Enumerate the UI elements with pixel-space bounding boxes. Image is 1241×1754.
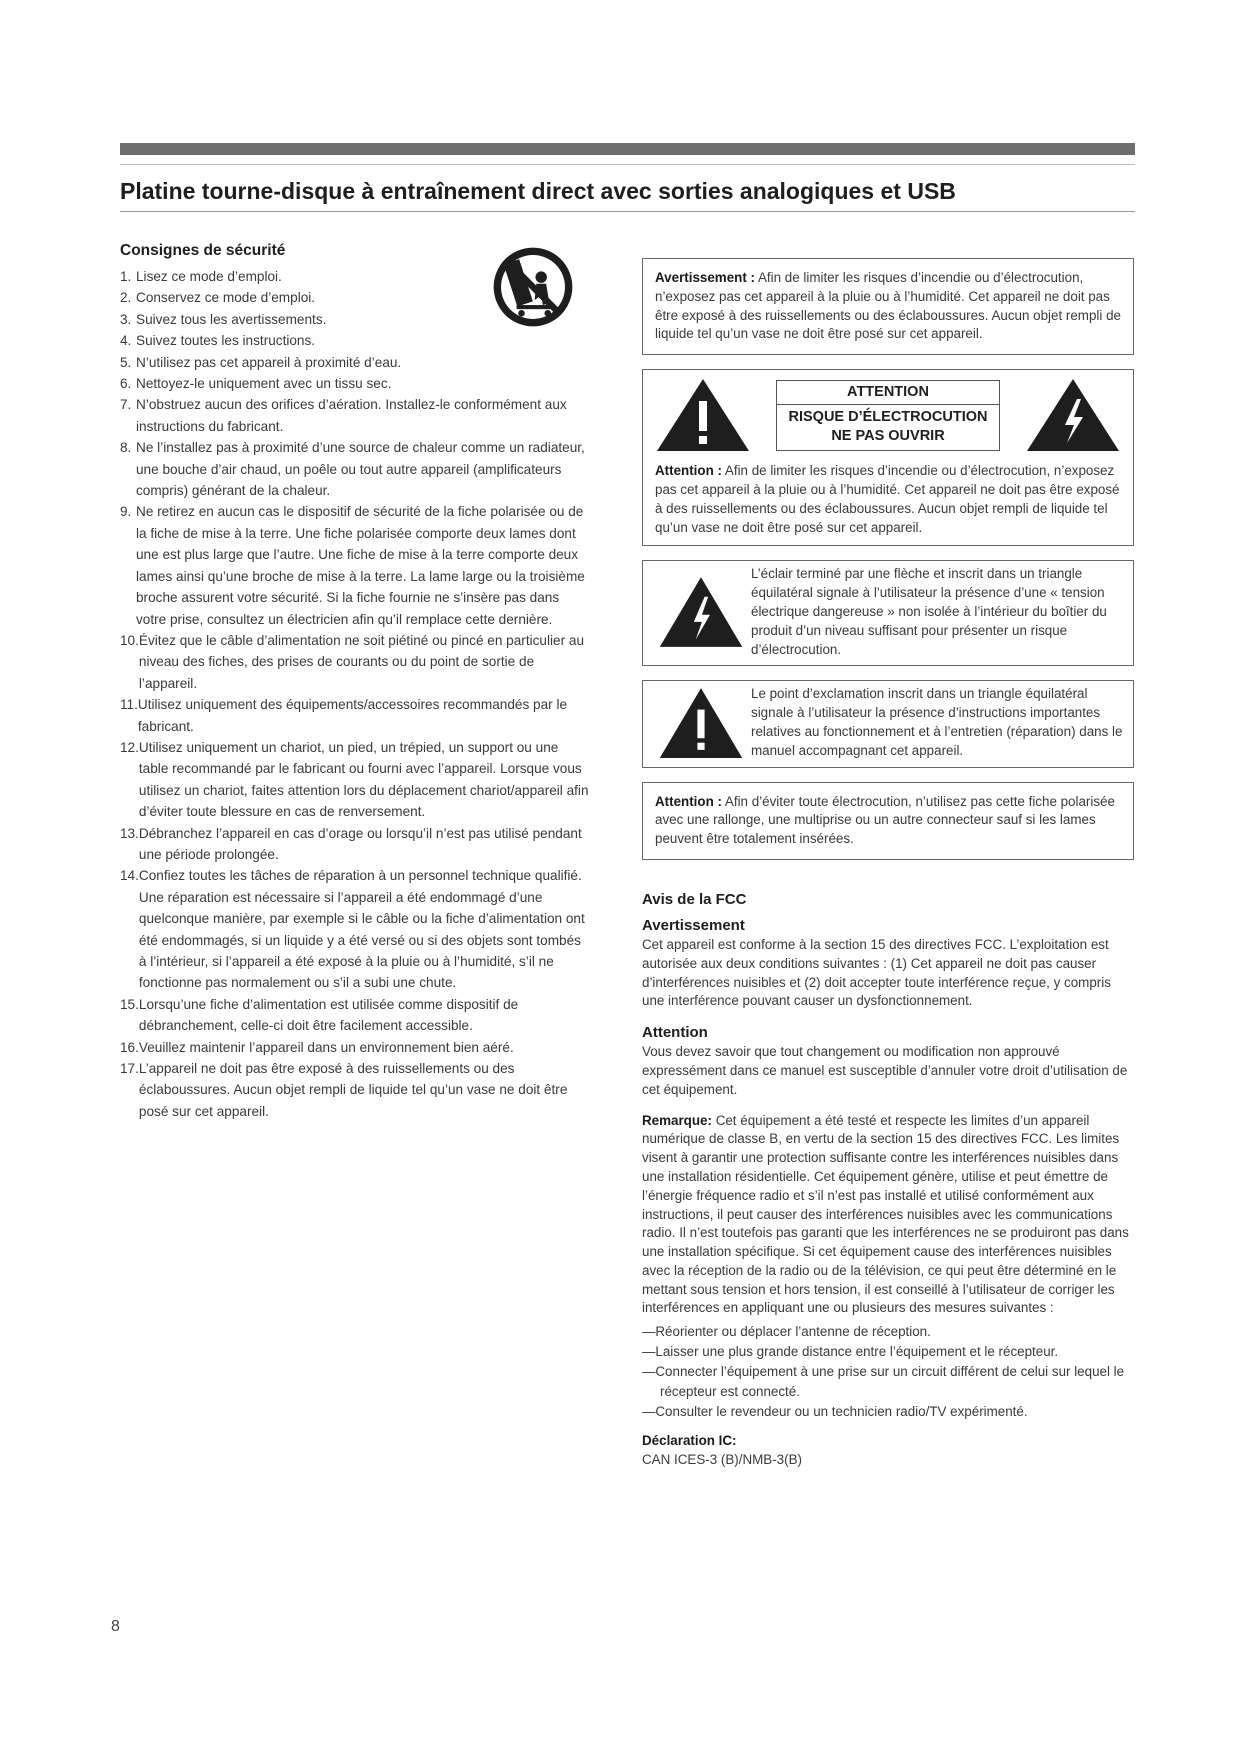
- caution-text: Afin de limiter les risques d’incendie ou d’électrocution, n’exposez pas cet appareil à la pluie ou à l’humidité. Cet appareil ne doit pas être exposé à des ruissellements ou des éclaboussures. Aucun objet rempli de liquide tel qu’un vase ne doit être posé sur cet appareil.: [655, 463, 1120, 535]
- list-item: 8. Ne l’installez pas à proximité d’une source de chaleur comme un radiateur, une bouche d’air chaud, un poêle ou tout autre appareil (amplificateurs compris) générant de la chaleur.: [120, 440, 585, 499]
- exclamation-box: [642, 680, 1134, 767]
- list-item: —Réorienter ou déplacer l’antenne de réception.: [642, 1324, 931, 1340]
- page-title: Platine tourne-disque à entraînement direct avec sorties analogiques et USB: [120, 178, 956, 204]
- header-rule: [120, 164, 1135, 165]
- plug-paragraph: [655, 793, 1121, 849]
- list-item: 14. Confiez toutes les tâches de réparation à un personnel technique qualifié. Une réparation est nécessaire si l’appareil a été endommagé d’une quelconque manière, par exemple si le câble ou la fiche d’alimentation ont été endommagés, si un liquide y a été versé ou si des objets sont tombés à l’intérieur, si l’appareil a été exposé à la pluie ou à l’humidité, s’il ne fonctionne pas normalement ou s’il a subi une chute.: [120, 868, 585, 991]
- list-item: 17. L’appareil ne doit pas être exposé à des ruissellements ou des éclaboussures. Aucun objet rempli de liquide tel qu’un vase ne doit être posé sur cet appareil.: [120, 1061, 568, 1119]
- list-item: 9. Ne retirez en aucun cas le dispositif de sécurité de la fiche polarisée ou de la fiche de mise à la terre. Une fiche polarisée comporte deux lames dont une est plus large que l’autre. Une fiche de mise à la terre comporte deux lames ainsi qu’une broche de mise à la terre. La lame large ou la troisième broche assurent votre sécurité. Si la fiche fournie ne s’insère pas dans votre prise, consultez un électricien afin qu’il remplace cette dernière.: [120, 504, 585, 627]
- fcc-measures-list: [642, 1322, 1134, 1422]
- warning-text: Afin de limiter les risques d’incendie ou d’électrocution, n’exposez pas cet appareil à la pluie ou à l’humidité. Cet appareil ne doit pas être exposé à des ruissellements ou des éclaboussures. Aucun objet rempli de liquide tel qu’un vase ne doit être posé sur cet appareil.: [655, 270, 1121, 342]
- fcc-warning-text: Cet appareil est conforme à la section 15 des directives FCC. L’exploitation est autorisée aux deux conditions suivantes : (1) Cet appareil ne doit pas causer d’interférences nuisibles et (2) doit accepter toute interférence reçue, y compris une interférence pouvant causer un dysfonctionnement.: [642, 936, 1111, 1009]
- fcc-attention-heading: Attention: [642, 1024, 708, 1042]
- exclamation-triangle-icon: [658, 686, 744, 760]
- shock-warning-label: [776, 380, 1000, 451]
- warning-label-body: RISQUE D’ÉLECTROCUTION NE PAS OUVRIR: [788, 408, 988, 444]
- list-item: 2. Conservez ce mode d’emploi.: [120, 290, 316, 306]
- fcc-heading: Avis de la FCC: [642, 890, 747, 908]
- exclamation-triangle-icon: [655, 377, 751, 453]
- page-number: 8: [111, 1618, 120, 1635]
- caution-heading: Attention :: [655, 463, 722, 479]
- warning-label-title: ATTENTION: [777, 381, 999, 405]
- lightning-text: L’éclair terminé par une flèche et inscrit dans un triangle équilatéral signale à l’utilisateur la présence d’une « tension électrique dangereuse » non isolée à l’intérieur du boîtier du produit d’un niveau suffisant pour présenter un risque d’électrocution.: [751, 566, 1107, 657]
- list-item: —Connecter l’équipement à une prise sur un circuit différent de celui sur lequel le récepteur est connecté.: [642, 1364, 1125, 1400]
- safety-heading: Consignes de sécurité: [120, 242, 286, 259]
- ic-heading: Déclaration IC:: [642, 1433, 737, 1449]
- title-rule: [120, 211, 1135, 212]
- list-item: 4. Suivez toutes les instructions.: [120, 333, 316, 349]
- list-item: 1. Lisez ce mode d’emploi.: [120, 269, 282, 284]
- lightning-box: [642, 560, 1134, 666]
- caution-box: [642, 369, 1134, 546]
- list-item: 5. N’utilisez pas cet appareil à proximité d’eau.: [120, 354, 402, 370]
- ic-declaration: [642, 1432, 1134, 1470]
- plug-label: Attention :: [655, 793, 722, 809]
- warning-label: Avertissement :: [655, 270, 755, 285]
- list-item: —Laisser une plus grande distance entre l’équipement et le récepteur.: [642, 1344, 1059, 1360]
- list-item: 11. Utilisez uniquement des équipements/accessoires recommandés par le fabricant.: [120, 697, 568, 734]
- list-item: 10. Évitez que le câble d’alimentation ne soit piétiné ou pincé en particulier au niveau des fiches, des prises de courants ou du point de sortie de l’appareil.: [120, 632, 585, 691]
- safety-list: [120, 266, 590, 1122]
- fcc-remark-text: Cet équipement a été testé et respecte les limites d’un appareil numérique de classe B, en vertu de la section 15 des directives FCC. Les limites visent à garantir une protection suffisante contre les interférences nuisibles dans une installation résidentielle. Cet équipement génère, utilise et peut émettre de l’énergie fréquence radio et s’il n’est pas installé et utilisé conformément aux instructions, il peut causer des interférences nuisibles avec les communications radio. Il n’est toutefois pas garanti que les interférences ne se produiront pas dans une installation spécifique. Si cet équipement cause des interférences nuisibles avec la réception de la radio ou de la télévision, ce qui peut être déterminé en le mettant sous tension et hors tension, il est conseillé à l’utilisateur de corriger les interférences en appliquant une ou plusieurs des mesures suivantes :: [642, 1112, 1129, 1316]
- ic-text: CAN ICES-3 (B)/NMB-3(B): [642, 1452, 802, 1468]
- safety-section: [120, 242, 590, 1122]
- exclamation-text: Le point d’exclamation inscrit dans un triangle équilatéral signale à l’utilisateur la présence d’instructions importantes relatives au fonctionnement et à l’entretien (réparation) dans le manuel accompagnant cet appareil.: [751, 686, 1123, 758]
- lightning-triangle-icon: [1025, 377, 1121, 453]
- right-column: [642, 258, 1134, 1470]
- warning-box: [642, 258, 1134, 355]
- caution-paragraph: [655, 462, 1121, 537]
- fcc-attention-text: Vous devez savoir que tout changement ou modification non approuvé expressément dans ce manuel est susceptible d’annuler votre droit d’utilisation de cet équipement.: [642, 1044, 1128, 1097]
- plug-box: [642, 782, 1134, 860]
- fcc-remark-label: Remarque:: [642, 1112, 712, 1128]
- list-item: 13. Débranchez l’appareil en cas d’orage ou lorsqu’il n’est pas utilisé pendant une période prolongée.: [120, 825, 582, 862]
- list-item: 15. Lorsqu’une fiche d’alimentation est utilisée comme dispositif de débranchement, celle-ci doit être facilement accessible.: [120, 996, 519, 1034]
- fcc-remark: [642, 1112, 1134, 1319]
- cart-tip-over-warning-icon: [492, 246, 574, 328]
- list-item: —Consulter le revendeur ou un technicien radio/TV expérimenté.: [642, 1404, 1028, 1420]
- list-item: 7. N’obstruez aucun des orifices d’aération. Installez-le conformément aux instructions du fabricant.: [120, 397, 567, 434]
- fcc-section: [642, 890, 1134, 1470]
- list-item: 3. Suivez tous les avertissements.: [120, 311, 327, 327]
- caution-header: [655, 376, 1121, 454]
- list-item: 6. Nettoyez-le uniquement avec un tissu sec.: [120, 376, 392, 392]
- lightning-triangle-icon: [658, 575, 744, 649]
- plug-text: Afin d’éviter toute électrocution, n’utilisez pas cette fiche polarisée avec une rallonge, une multiprise ou un autre connecteur sauf si les lames peuvent être totalement insérées.: [655, 793, 1115, 847]
- list-item: 16. Veuillez maintenir l’appareil dans un environnement bien aéré.: [120, 1039, 514, 1055]
- warning-paragraph: [655, 269, 1121, 344]
- list-item: 12. Utilisez uniquement un chariot, un pied, un trépied, un support ou une table recommandé par le fabricant ou fourni avec l’appareil. Lorsque vous utilisez un chariot, faites attention lors du déplacement chariot/appareil afin d’éviter toute blessure en cas de renversement.: [120, 739, 589, 820]
- header-bar: [120, 143, 1135, 155]
- fcc-warning-heading: Avertissement: [642, 916, 745, 934]
